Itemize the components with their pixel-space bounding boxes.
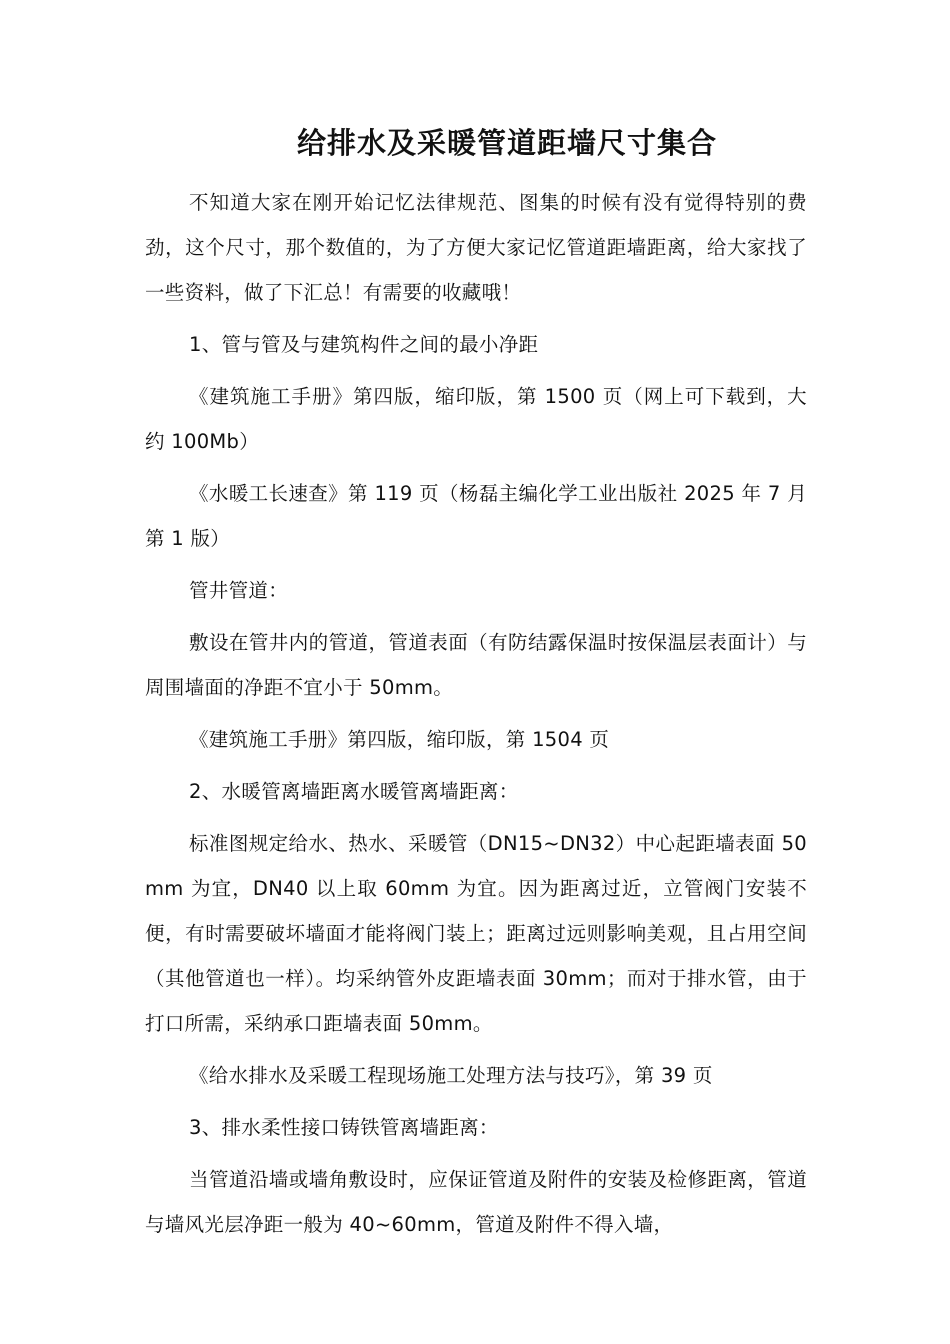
document-title: 给排水及采暖管道距墙尺寸集合 <box>296 126 717 160</box>
paragraph-intro: 不知道大家在刚开始记忆法律规范、图集的时候有没有觉得特别的费劲，这个尺寸，那个数值的，为了方便大家记忆管道距墙距离，给大家找了一些资料，做了下汇总！有需要的收藏哦！ <box>145 191 807 304</box>
paragraph-reference-plumbing-quick-check: 《水暖工长速查》第 119 页（杨磊主编化学工业出版社 2025 年 7 月第 1 版） <box>145 482 807 550</box>
paragraph-section-1-heading: 1、管与管及与建筑构件之间的最小净距 <box>189 333 539 356</box>
paragraph-shaft-pipes-text: 敷设在管井内的管道，管道表面（有防结露保温时按保温层表面计）与周围墙面的净距不宜小于 50mm。 <box>145 631 807 699</box>
paragraph-reference-construction-methods: 《给水排水及采暖工程现场施工处理方法与技巧》，第 39 页 <box>189 1064 713 1087</box>
paragraph-shaft-pipes-heading: 管井管道： <box>189 579 289 602</box>
document-body <box>145 180 807 1254</box>
paragraph-reference-construction-manual: 《建筑施工手册》第四版，缩印版，第 1500 页（网上可下载到，大约 100Mb） <box>145 385 807 453</box>
paragraph-section-3-text: 当管道沿墙或墙角敷设时，应保证管道及附件的安装及检修距离，管道与墙风光层净距一般为 40~60mm，管道及附件不得入墙， <box>145 1168 807 1236</box>
paragraph-section-2-text: 标准图规定给水、热水、采暖管（DN15~DN32）中心起距墙表面 50mm 为宜，DN40 以上取 60mm 为宜。因为距离过近，立管阀门安装不便，有时需要破坏墙面才能将阀门装上；距离过远则影响美观，且占用空间（其他管道也一样）。均采纳管外皮距墙表面 30mm；而对于排水管，由于打口所需，采纳承口距墙表面 50mm。 <box>145 832 807 1035</box>
paragraph-section-2-heading: 2、水暖管离墙距离水暖管离墙距离： <box>189 780 519 803</box>
paragraph-reference-construction-manual-1504: 《建筑施工手册》第四版，缩印版，第 1504 页 <box>189 728 610 751</box>
paragraph-section-3-heading: 3、排水柔性接口铸铁管离墙距离： <box>189 1116 499 1139</box>
